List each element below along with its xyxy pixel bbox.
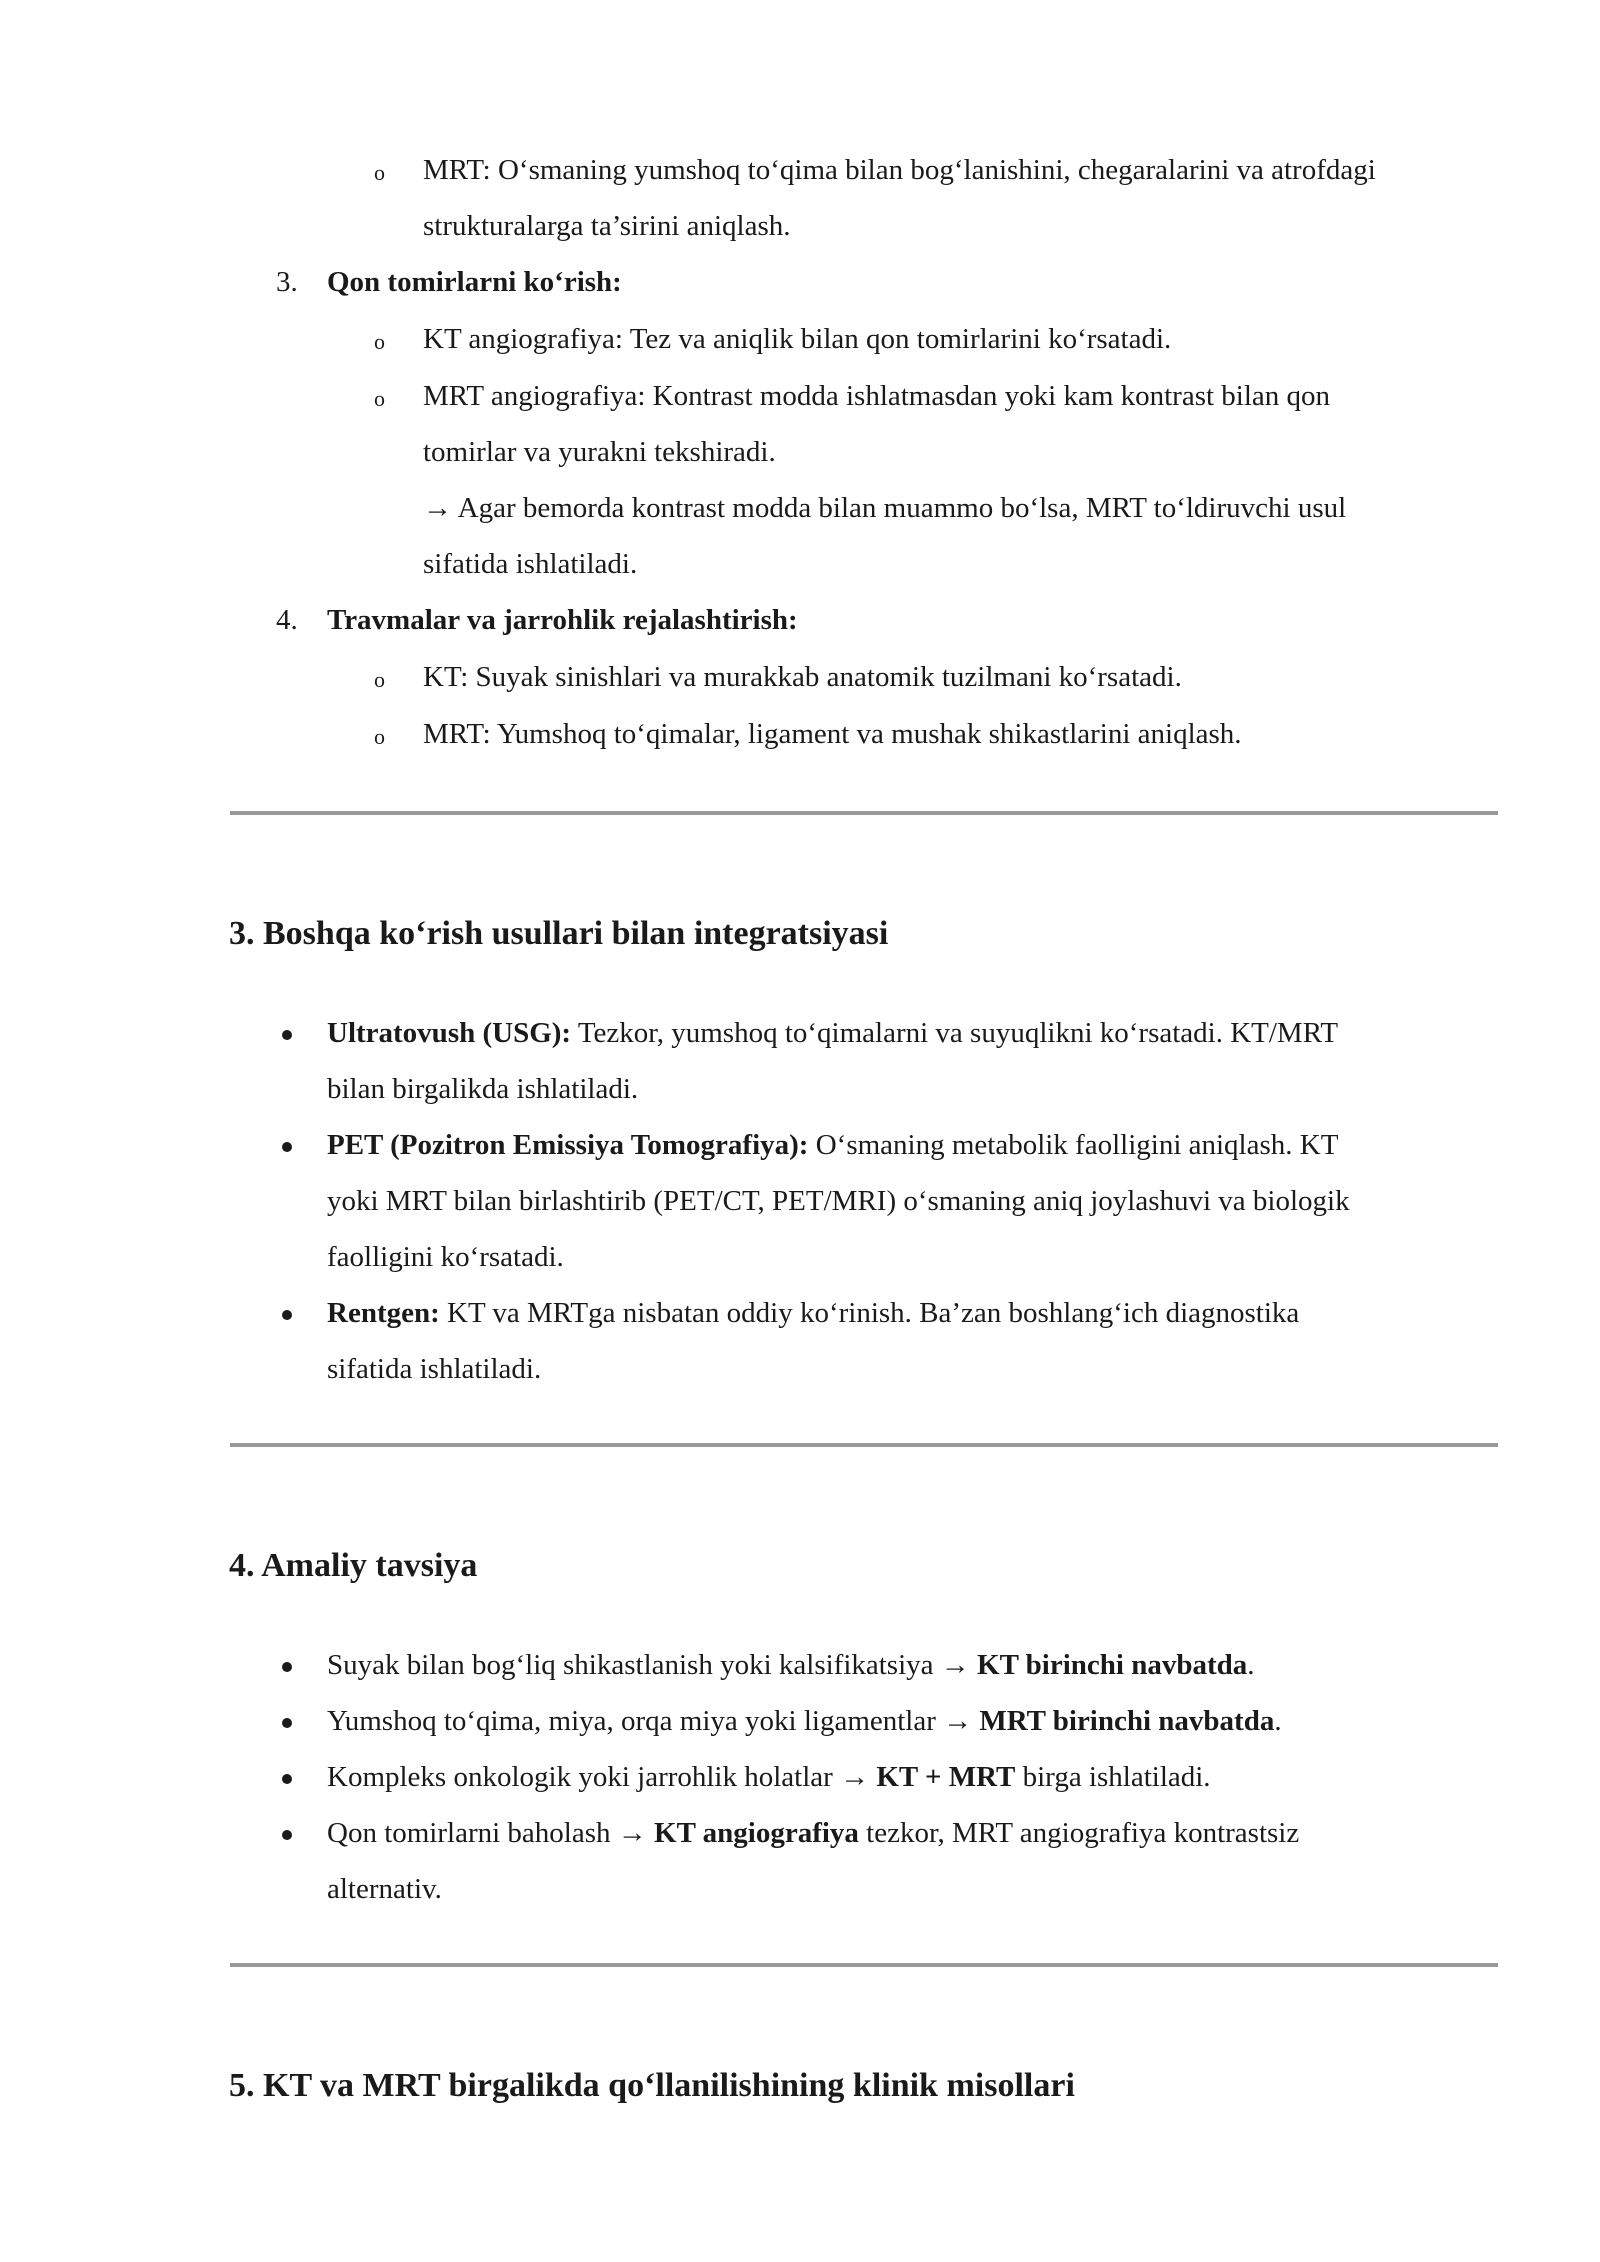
item3-title: Qon tomirlarni ko‘rish: [327,266,622,298]
section5-heading: 5. KT va MRT birgalikda qo‘llanilishining klinik misollari [229,2067,1075,2104]
pet-text: O‘smaning metabolik faolligini aniqlash. KT [808,1129,1339,1161]
sub-bullet-marker: o [374,386,385,411]
rec3-bold: KT + MRT [876,1761,1016,1793]
rec3-text: Kompleks onkologik yoki jarrohlik holatlar → [327,1761,877,1793]
mrt-tumor-line-1: MRT: O‘smaning yumshoq to‘qima bilan bog‘lanishini, chegaralarini va atrofdagi [423,154,1376,186]
rec1-bold: KT birinchi navbatda [977,1649,1248,1681]
list-number-4: 4. [276,604,298,636]
kt-trauma-line: KT: Suyak sinishlari va murakkab anatomik tuzilmani ko‘rsatadi. [423,661,1182,693]
rec2-end: . [1274,1705,1282,1737]
rec1-end: . [1247,1649,1255,1681]
section3-heading: 3. Boshqa ko‘rish usullari bilan integratsiyasi [229,915,889,952]
bullet-dot [282,1774,292,1784]
pet-line-1 [327,1128,1338,1163]
rec4-bold: KT angiografiya [654,1817,859,1849]
sub-bullet-marker: o [374,724,385,749]
bullet-dot [282,1030,292,1040]
bullet-dot [282,1662,292,1672]
item4-title: Travmalar va jarrohlik rejalashtirish: [327,604,798,636]
mrt-angio-line-1: MRT angiografiya: Kontrast modda ishlatmasdan yoki kam kontrast bilan qon [423,380,1331,412]
mrt-angio-line-4: sifatida ishlatiladi. [423,548,638,580]
kt-angio-line: KT angiografiya: Tez va aniqlik bilan qon tomirlarini ko‘rsatadi. [423,323,1172,355]
recommendation-4 [327,1816,1299,1851]
rec3-end: birga ishlatiladi. [1015,1761,1211,1793]
rec1-text: Suyak bilan bog‘liq shikastlanish yoki kalsifikatsiya → [327,1649,978,1681]
horizontal-rule [230,1443,1498,1447]
sub-bullet-marker: o [374,667,385,692]
recommendation-1 [327,1648,1255,1683]
recommendation-4-line-2: alternativ. [327,1873,442,1905]
usg-label: Ultratovush (USG): [327,1017,572,1049]
usg-line-2: bilan birgalikda ishlatiladi. [327,1073,639,1105]
recommendation-3 [327,1760,1211,1795]
pet-line-2: yoki MRT bilan birlashtirib (PET/CT, PET/MRI) o‘smaning aniq joylashuvi va biologik [327,1185,1350,1217]
bullet-dot [282,1718,292,1728]
bullet-dot [282,1830,292,1840]
rec2-bold: MRT birinchi navbatda [979,1705,1275,1737]
rentgen-text: KT va MRTga nisbatan oddiy ko‘rinish. Ba’zan boshlang‘ich diagnostika [439,1297,1300,1329]
pet-line-3: faolligini ko‘rsatadi. [327,1241,564,1273]
rec4-text: Qon tomirlarni baholash → [327,1817,655,1849]
rec2-text: Yumshoq to‘qima, miya, orqa miya yoki ligamentlar → [327,1705,980,1737]
bullet-dot [282,1310,292,1320]
horizontal-rule [230,811,1498,815]
recommendation-2 [327,1704,1282,1739]
section4-heading: 4. Amaliy tavsiya [229,1547,478,1584]
rentgen-line-1 [327,1296,1299,1331]
rentgen-line-2: sifatida ishlatiladi. [327,1353,542,1385]
mrt-angio-line-3: → Agar bemorda kontrast modda bilan muammo bo‘lsa, MRT to‘ldiruvchi usul [423,492,1347,524]
mrt-trauma-line: MRT: Yumshoq to‘qimalar, ligament va mushak shikastlarini aniqlash. [423,718,1242,750]
rec4-end: tezkor, MRT angiografiya kontrastsiz [858,1817,1300,1849]
usg-text: Tezkor, yumshoq to‘qimalarni va suyuqlikni ko‘rsatadi. KT/MRT [571,1017,1339,1049]
mrt-tumor-line-2: strukturalarga ta’sirini aniqlash. [423,210,791,242]
list-number-3: 3. [276,266,298,298]
rentgen-label: Rentgen: [327,1297,440,1329]
sub-bullet-marker: o [374,329,385,354]
mrt-angio-line-2: tomirlar va yurakni tekshiradi. [423,436,776,468]
horizontal-rule [230,1963,1498,1967]
bullet-dot [282,1142,292,1152]
pet-label: PET (Pozitron Emissiya Tomografiya): [327,1129,809,1161]
sub-bullet-marker: o [374,160,385,185]
usg-line-1 [327,1016,1338,1051]
